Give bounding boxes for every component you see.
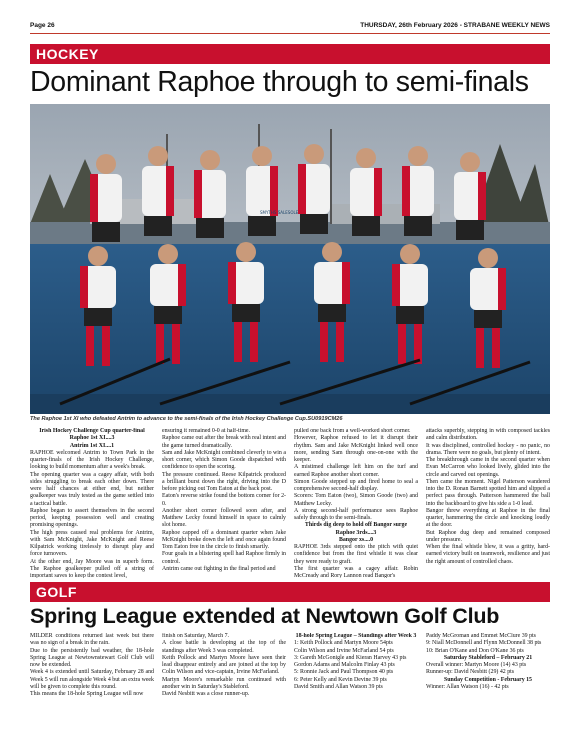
paragraph: Colin Wilson and Irvine McFarland 54 pts [294,647,394,654]
subheading: 18-hole Spring League – Standings after Week 3 [295,633,417,639]
paragraph: 10: Brian O'Kane and Don O'Kane 36 pts [426,647,524,654]
paragraph: RAPHOE 3rds stepped onto the pitch with quiet confidence but from the first whistle it was clear they were ready to graft. [294,544,418,565]
page-number: Page 26 [30,22,55,29]
paragraph: Eaton's reverse strike found the bottom corner for 2-0. [162,493,286,507]
golf-article [30,633,550,733]
photo-caption: The Raphoe 1st XI who defeated Antrim to advance to the semi-finals of the Irish Hockey Challenge Cup.SU0919CM26 [30,416,343,422]
edition-line: THURSDAY, 26th February 2026 - STRABANE WEEKLY NEWS [360,22,550,29]
hockey-column [426,428,550,578]
paragraph: A close battle is developing at the top of the standings after Week 3 was completed. [162,640,286,654]
paragraph: Paddy McGroman and Emmet McClure 39 pts [426,633,536,639]
golf-column [294,633,418,733]
paragraph: Martyn Moore's remarkable run continued with another win in Saturday's Stableford. [162,676,286,690]
team-photo-illustration [30,104,550,414]
paragraph: Antrim came out fighting in the final period and [162,565,276,572]
golf-column [30,633,154,733]
paragraph: 3: Gareth McGonigle and Kieran Harvey 43 pts [294,654,407,661]
paragraph: Gordon Adams and Malcolm Finlay 43 pts [294,662,395,668]
paragraph: pulled one back from a well-worked short corner. [294,428,411,434]
paragraph: The high press caused real problems for Antrim, with Sam McKnight, Jake McKnight and Reese Kilpatrick working tirelessly to disrupt play and force turnovers. [30,529,154,558]
paragraph: Due to the persistently bad weather, the 18-hole Spring League at Newtownstewart Golf Club will now be extended. [30,647,154,668]
paragraph: The breakthrough came in the second quarter when Evan McCarron who looked lively, glided into the circle and carved out openings. [426,457,550,478]
paragraph: It was disciplined, controlled hockey - no panic, no drama. There were no goals, but plenty of intent. [426,442,550,456]
paragraph: Raphoe capped off a dominant quarter when Jake McKnight broke down the left and once again found Tom Eaton free in the circle to finish smartly. [162,529,286,550]
paragraph: This means the 18-hole Spring League will now [30,691,144,697]
paragraph: Sam and Jake McKnight combined cleverly to win a short corner, which Simon Goode dispatched with confidence to open the scoring. [162,449,286,471]
paragraph: 9: Niall McDonnell and Flynn McDonnell 38 pts [426,640,542,647]
paragraph: When the final whistle blew, it was a gritty, hard-earned victory built on teamwork, resilience and just the right amount of controlled chaos. [426,544,550,565]
subheading: Antrim 1st XI....1 [69,442,115,449]
hockey-headline: Dominant Raphoe through to semi-finals [30,66,529,98]
paragraph: The first quarter was a cagey affair. Robin McCready and Rory Lannon read Bangor's [294,565,418,578]
hockey-column [162,428,286,578]
shirt-sponsor: SMYTHS SALESOLE [260,210,299,215]
paragraph: Runner-up: David Nesbitt (29) 42 pts [426,669,515,676]
paragraph: attacks superbly, stepping in with composed tackles and calm distribution. [426,428,550,442]
paragraph: RAPHOE welcomed Antrim to Town Park in the quarter-finals of the Irish Hockey Challenge, looking to build momentum after a week's break. [30,449,154,471]
paragraph: Four goals in a blistering spell had Raphoe firmly in control. [162,551,286,565]
paragraph: The pressure continued. Reese Kilpatrick produced a brilliant burst down the right, driving into the D before picking out Tom Eaton at the back post. [162,471,286,492]
paragraph: Raphoe began to assert themselves in the second period, keeping possession well and creating promising openings. [30,507,154,529]
golf-column [162,633,286,733]
paragraph: Another short corner followed soon after, and Matthew Lecky found himself in space to calmly slot home. [162,507,286,529]
paragraph: MILDER conditions returned last week but there was no sign of a break in the rain. [30,633,154,647]
paragraph: Raphoe came out after the break with real intent and the game turned dramatically. [162,435,286,449]
paragraph: The opening quarter was a cagey affair, with both sides struggling to break each other down. There were half chances at either end, but neither goalkeeper was truly tested as the game settled into a tactical battle. [30,471,154,507]
subheading: Thirds dig deep to hold off Bangor surge [304,522,408,529]
paragraph: A mistimed challenge left him on the turf and earned Raphoe another short corner. [294,464,418,478]
paragraph: Keith Pollock and Martyn Moore have seen their lead disappear entirely and are joined at the top by Colin Wilson and vice-captain, Irvine McFarland. [162,654,286,676]
hockey-column [30,428,154,578]
subheading: Raphoe 1st XI....3 [69,435,115,442]
paragraph: 1: Keith Pollock and Martyn Moore 54pts [294,640,393,647]
paragraph: A strong second-half performance sees Raphoe safely through to the semi-finals. [294,507,418,521]
golf-section-tag: GOLF [30,582,550,602]
paragraph: David Smith and Allan Watson 39 pts [294,683,383,690]
subheading: Raphoe 3rds....3 [335,529,377,536]
paragraph: finish on Saturday, March 7. [162,633,230,639]
paragraph: Then came the moment. Nigel Patterson wandered into the D. Ronan Barnett spotted him and slipped a perfect pass through. Patterson hammered the ball into the backboard to give his side a 1-0 lead. [426,478,550,507]
subheading: Irish Hockey Challenge Cup quarter-final [39,428,145,434]
paragraph: Overall winner: Martyn Moore (14) 43 pts [426,662,527,668]
paragraph: Simon Goode stepped up and fired home to seal a comprehensive second-half display. [294,478,418,492]
page-header [30,22,550,34]
paragraph: But Raphoe dug deep and remained composed under pressure. [426,529,550,543]
hockey-section-tag: HOCKEY [30,44,550,64]
paragraph: Bangor threw everything at Raphoe in the final quarter, hammering the circle and knocking loudly at the door. [426,507,550,529]
paragraph: Week 4 is extended until Saturday, February 28 and Week 5 will run alongside Week 4 but an extra week will be given to complete this round. [30,669,154,690]
golf-headline: Spring League extended at Newtown Golf Club [30,604,500,628]
paragraph: 6: Peter Kelly and Kevin Devine 39 pts [294,676,387,683]
paragraph: Scorers: Tom Eaton (two), Simon Goode (two) and Matthew Lecky. [294,493,418,507]
team-photo [30,104,550,414]
paragraph: However, Raphoe refused to let it disrupt their rhythm. Sam and Jake McKnight linked well once more, sending Sam through one-on-one with the keeper. [294,435,418,463]
subheading: Sunday Competition - February 15 [443,676,533,683]
paragraph: David Nesbitt was a close runner-up. [162,691,250,697]
subheading: Bangor xs....0 [338,536,374,543]
paragraph: ensuring it remained 0-0 at half-time. [162,428,251,434]
subheading: Saturday Stableford – February 21 [443,654,533,661]
golf-column [426,633,550,733]
hockey-column [294,428,418,578]
paragraph: 5: Ronnie Jack and Paul Thompson 40 pts [294,669,394,676]
paragraph: At the other end, Jay Moore was in superb form. The Raphoe goalkeeper pulled off a string of important saves to keep the contest level, [30,558,154,578]
hockey-article [30,428,550,578]
paragraph: Winner: Allan Watson (16) - 42 pts [426,683,509,690]
